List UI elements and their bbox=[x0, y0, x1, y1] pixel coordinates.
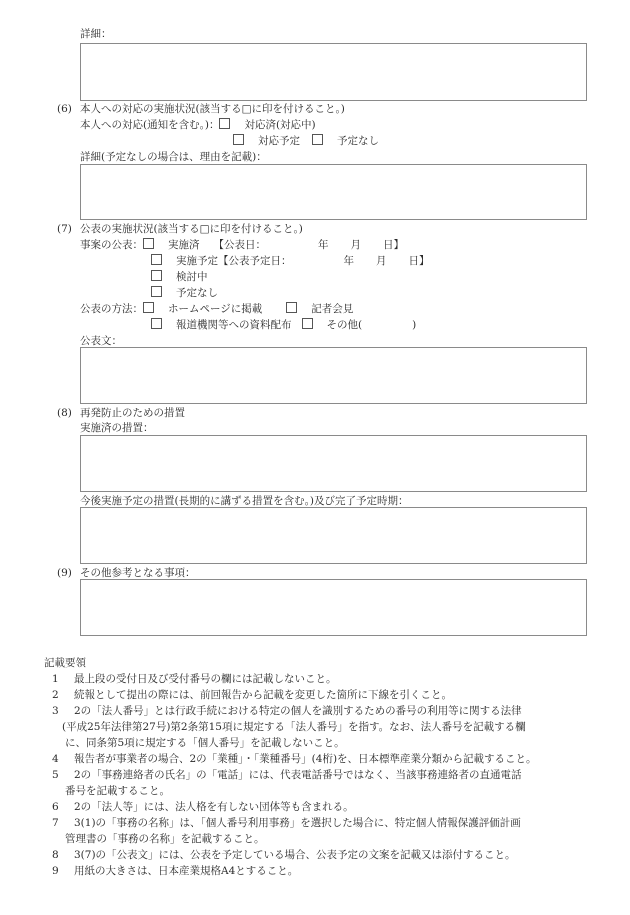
note-item-cont: (平成25年法律第27号)第2条第15項に規定する「法人番号」を指す。なお、法人番号を記載する欄 bbox=[62, 721, 526, 733]
checkbox-scheduled[interactable] bbox=[151, 254, 162, 265]
day-label: 日】 bbox=[383, 239, 404, 251]
checkbox-responded[interactable] bbox=[219, 118, 230, 129]
checkbox-no-plan[interactable] bbox=[151, 286, 162, 297]
option-none: 予定なし bbox=[337, 135, 379, 147]
option-published: 実施済 bbox=[168, 239, 200, 251]
checkbox-none[interactable] bbox=[312, 134, 323, 145]
case-row-2 bbox=[151, 254, 430, 268]
planned-measures-textbox[interactable] bbox=[80, 507, 587, 564]
option-scheduled: 実施予定 bbox=[176, 255, 218, 267]
option-responded: 対応済(対応中) bbox=[244, 119, 316, 131]
day-label: 日】 bbox=[408, 255, 430, 267]
section9-title: その他参考となる事項： bbox=[80, 567, 196, 579]
case-row-1 bbox=[80, 238, 404, 252]
option-other-close: ) bbox=[412, 319, 417, 331]
detail-textbox[interactable] bbox=[80, 43, 587, 101]
section8-number: (8) bbox=[57, 407, 72, 419]
section7-number: (7) bbox=[57, 223, 72, 235]
note-item: 3 2の「法人番号」とは行政手続における特定の個人を識別するための番号の利用等に関する法律 bbox=[52, 705, 522, 717]
checkbox-website[interactable] bbox=[143, 302, 154, 313]
option-website: ホームページに掲載 bbox=[168, 303, 263, 315]
option-other: その他( bbox=[326, 319, 363, 331]
option-press-release: 報道機関等への資料配布 bbox=[176, 319, 292, 331]
detail-label: 詳細： bbox=[80, 28, 112, 40]
done-measures-label: 実施済の措置： bbox=[80, 422, 154, 434]
note-item-cont: 管理書の「事務の名称」を記載すること。 bbox=[65, 833, 265, 845]
checkbox-press-release[interactable] bbox=[151, 318, 162, 329]
case-row-4 bbox=[151, 286, 218, 300]
response-detail-textbox[interactable] bbox=[80, 164, 587, 220]
checkbox-considering[interactable] bbox=[151, 270, 162, 281]
method-label: 公表の方法： bbox=[80, 303, 143, 315]
note-item: 7 3(1)の「事務の名称」は、「個人番号利用事務」を選択した場合に、特定個人情報保護評価計画 bbox=[52, 817, 521, 829]
checkbox-other[interactable] bbox=[302, 318, 313, 329]
note-item: 1 最上段の受付日及び受付番号の欄には記載しないこと。 bbox=[52, 673, 337, 685]
note-item: 5 2の「事務連絡者の氏名」の「電話」には、代表電話番号ではなく、当該事務連絡者の直通電話 bbox=[52, 769, 522, 781]
checkbox-published[interactable] bbox=[143, 238, 154, 249]
note-item: 2 続報として提出の際には、前回報告から記載を変更した箇所に下線を引くこと。 bbox=[52, 689, 452, 701]
other-matters-textbox[interactable] bbox=[80, 579, 587, 636]
publication-text-label: 公表文： bbox=[80, 335, 122, 347]
note-item: 4 報告者が事業者の場合、2の「業種」・「業種番号」(4桁)を、日本標準産業分類から記載すること。 bbox=[52, 753, 537, 765]
option-considering: 検討中 bbox=[176, 271, 208, 283]
done-measures-textbox[interactable] bbox=[80, 435, 587, 492]
option-planned: 対応予定 bbox=[258, 135, 300, 147]
response-detail-label: 詳細(予定なしの場合は、理由を記載)： bbox=[80, 151, 267, 163]
section9-number: (9) bbox=[57, 567, 72, 579]
checkbox-planned[interactable] bbox=[233, 134, 244, 145]
publish-date-label: 【公表日： bbox=[213, 239, 266, 251]
publication-text-textbox[interactable] bbox=[80, 347, 587, 404]
planned-measures-label: 今後実施予定の措置(長期的に講ずる措置を含む。)及び完了予定時期： bbox=[80, 495, 409, 507]
option-press-conference: 記者会見 bbox=[311, 303, 354, 315]
response-row-2 bbox=[233, 134, 379, 148]
method-row-1 bbox=[80, 302, 353, 316]
section6-title: 本人への対応の実施状況(該当する□に印を付けること。) bbox=[80, 103, 345, 115]
note-item-cont: 番号を記載すること。 bbox=[65, 785, 170, 797]
notes-heading: 記載要領 bbox=[44, 657, 86, 669]
year-label: 年 bbox=[318, 239, 329, 251]
section7-title: 公表の実施状況(該当する□に印を付けること。) bbox=[80, 223, 303, 235]
case-row-3 bbox=[151, 270, 208, 284]
scheduled-date-label: 【公表予定日： bbox=[218, 255, 292, 267]
month-label: 月 bbox=[350, 239, 361, 251]
section6-number: (6) bbox=[57, 103, 72, 115]
section8-title: 再発防止のための措置 bbox=[80, 407, 185, 419]
checkbox-press-conference[interactable] bbox=[286, 302, 297, 313]
year-label: 年 bbox=[343, 255, 354, 267]
note-item: 6 2の「法人等」には、法人格を有しない団体等も含まれる。 bbox=[52, 801, 354, 813]
case-label: 事案の公表： bbox=[80, 239, 143, 251]
note-item-cont: に、同条第5項に規定する「個人番号」を記載しないこと。 bbox=[65, 737, 345, 749]
response-label: 本人への対応(通知を含む。)： bbox=[80, 119, 220, 131]
response-row bbox=[80, 118, 316, 132]
note-item: 8 3(7)の「公表文」には、公表を予定している場合、公表予定の文案を記載又は添付すること。 bbox=[52, 849, 516, 861]
month-label: 月 bbox=[376, 255, 387, 267]
note-item: 9 用紙の大きさは、日本産業規格A4とすること。 bbox=[52, 865, 299, 877]
option-no-plan: 予定なし bbox=[176, 287, 218, 299]
method-row-2 bbox=[151, 318, 416, 332]
